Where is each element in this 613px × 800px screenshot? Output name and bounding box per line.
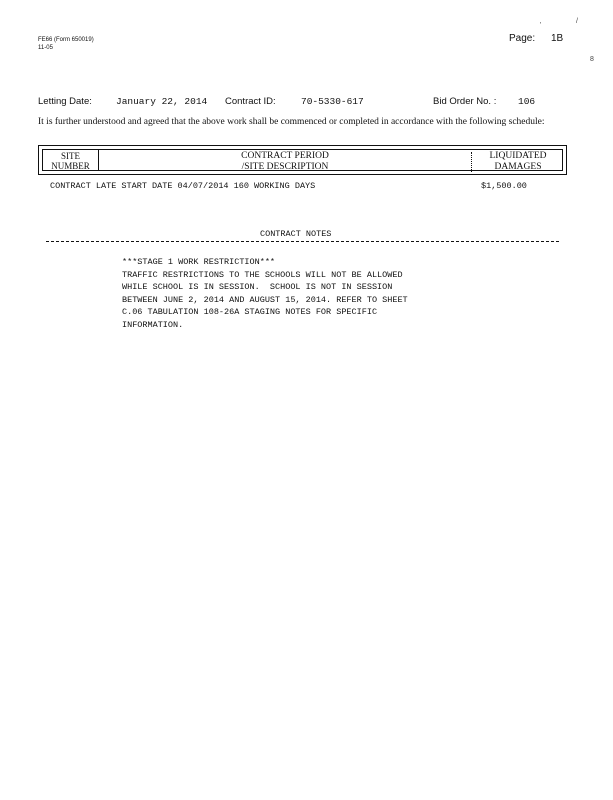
note-line: BETWEEN JUNE 2, 2014 AND AUGUST 15, 2014. REFER TO SHEET: [122, 294, 408, 305]
contract-id-value: 70-5330-617: [301, 96, 364, 107]
damages-header-line-1: LIQUIDATED: [489, 151, 547, 161]
liquidated-damages-header: [473, 150, 563, 170]
damages-header-line-2: DAMAGES: [494, 162, 542, 172]
letting-date-label: Letting Date:: [38, 96, 92, 107]
note-line: ***STAGE 1 WORK RESTRICTION***: [122, 257, 276, 267]
period-header-line-1: CONTRACT PERIOD: [241, 151, 329, 161]
form-id-line-2: 11-05: [38, 45, 53, 51]
corner-mark-2: /: [576, 18, 578, 25]
schedule-header-inner: [42, 149, 563, 171]
schedule-row-damages: $1,500.00: [481, 181, 527, 191]
bid-order-label: Bid Order No. :: [433, 96, 497, 107]
note-line: INFORMATION.: [122, 319, 184, 330]
page-number: 1B: [551, 33, 564, 44]
contract-period-header: [100, 150, 470, 170]
contract-id-label: Contract ID:: [225, 96, 276, 107]
note-line: WHILE SCHOOL IS IN SESSION. SCHOOL IS NOT IN SESSION: [122, 282, 393, 292]
schedule-header-box: [38, 145, 567, 175]
schedule-paragraph: It is further understood and agreed that the above work shall be commenced or completed in accordance with the following schedule:: [38, 117, 545, 127]
site-number-header: [43, 150, 99, 170]
dashed-separator: [46, 241, 559, 242]
page-label: Page:: [509, 33, 536, 44]
form-id-line-1: FE66 (Form 650019): [38, 37, 94, 43]
contract-notes-body: [122, 256, 408, 331]
site-header-line-1: SITE: [61, 151, 80, 161]
period-header-line-2: /SITE DESCRIPTION: [241, 162, 329, 172]
note-line: C.06 TABULATION 108-26A STAGING NOTES FOR SPECIFIC: [122, 307, 378, 317]
site-header-line-2: NUMBER: [51, 161, 90, 171]
contract-notes-title: CONTRACT NOTES: [260, 229, 332, 239]
note-line: TRAFFIC RESTRICTIONS TO THE SCHOOLS WILL NOT BE ALLOWED: [122, 269, 403, 280]
column-divider: [471, 152, 472, 172]
corner-mark-3: 8: [590, 56, 594, 63]
schedule-row-description: CONTRACT LATE START DATE 04/07/2014 160 WORKING DAYS: [50, 181, 316, 191]
bid-order-value: 106: [518, 96, 536, 107]
letting-date-value: January 22, 2014: [116, 96, 208, 107]
corner-mark-1: ': [540, 22, 542, 29]
form-identifier: [38, 36, 94, 52]
